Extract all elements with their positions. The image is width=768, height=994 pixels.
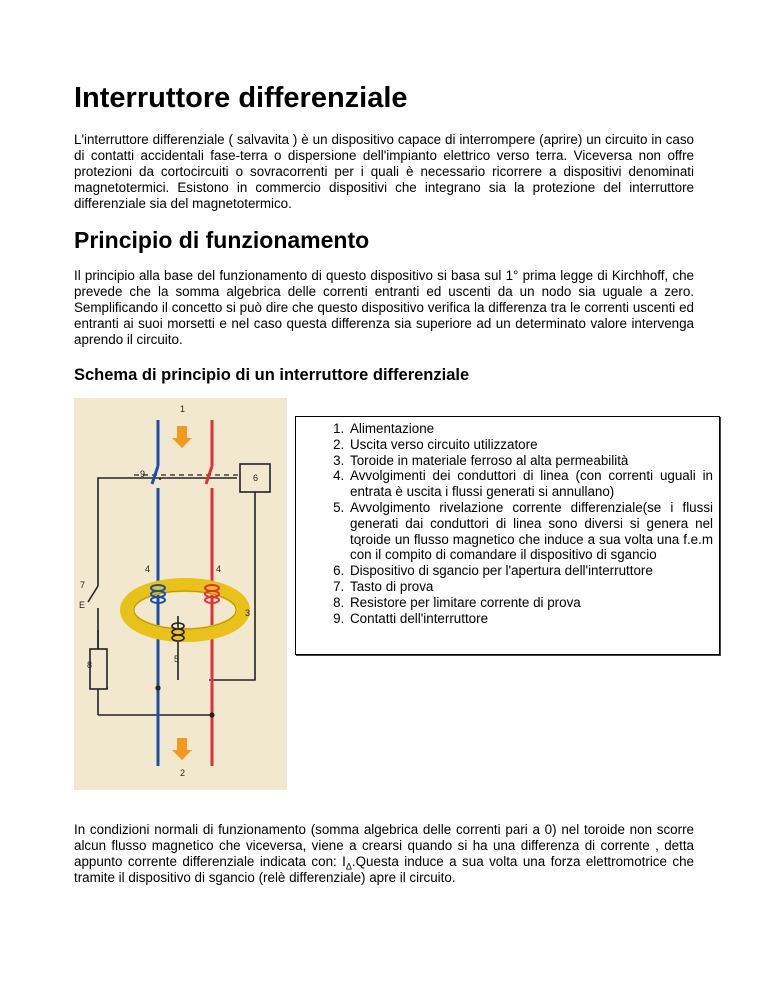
legend-item: 4. Avvolgimenti dei conduttori di linea (con correnti uguali in entrata è uscita i flussi generati si annullano)	[348, 468, 713, 500]
label-2: 2	[180, 768, 186, 778]
label-e: E	[79, 600, 86, 610]
label-3: 3	[245, 608, 251, 618]
label-1: 1	[180, 404, 186, 414]
label-6: 6	[253, 473, 259, 483]
section-title: Principio di funzionamento	[74, 227, 370, 253]
conclusion-text	[74, 822, 694, 886]
conclusion-paragraph	[74, 822, 694, 886]
legend-item: 2. Uscita verso circuito utilizzatore	[348, 437, 713, 453]
legend-item: 6. Dispositivo di sgancio per l'apertura dell'interruttore	[348, 563, 713, 579]
legend-item: 3. Toroide in materiale ferroso al alta permeabilità	[348, 453, 713, 469]
conclusion-text-a: In condizioni normali di funzionamento (somma algebrica delle correnti pari a 0) nel toroide non scorre alcun flusso magnetico che viceversa, viene a crearsi quando si ha una differenza di corrente , detta appunto corrente differenziale indicata con: I	[74, 822, 694, 869]
schematic-diagram	[74, 398, 287, 790]
schematic-svg	[74, 398, 287, 790]
label-5: 5	[174, 654, 180, 664]
legend-item: 7. Tasto di prova	[348, 579, 713, 595]
intro-paragraph	[74, 132, 694, 212]
legend-item: 5. Avvolgimento rivelazione corrente differenziale(se i flussi generati dai conduttori di linea sono diversi si genera nel toroide un flusso magnetico che induce a sua volta una f.e.m con il compito di comandare il dispositivo di sgancio	[348, 500, 713, 563]
delta-subscript: Δ	[345, 861, 352, 872]
junction-dot	[209, 712, 214, 717]
conclusion-text-b: .Questa induce a sua volta una forza elettromotrice che tramite il dispositivo di sgancio (relè differenziale) apre il circuito.	[74, 854, 694, 885]
legend-item: 1. Alimentazione	[348, 421, 713, 437]
intro-text: L'interruttore differenziale ( salvavita ) è un dispositivo capace di interrompere (aprire) un circuito in caso di contatti accidentali fase-terra o dispersione dell'impianto elettrico verso terra. Viceversa non offre protezioni da cortocircuiti o sovracorrenti per i quali è necessario ricorrere a dispositivi denominati magnetotermici. Esistono in commercio dispositivi che integrano sia la protezione del interruttore differenziale sia del magnetotermico.	[74, 132, 694, 211]
input-arrow-icon	[172, 426, 192, 448]
label-4a: 4	[145, 564, 151, 574]
page-title: Interruttore differenziale	[74, 82, 408, 114]
legend-item: 9. Contatti dell'interruttore	[348, 611, 713, 627]
label-7: 7	[80, 580, 86, 590]
toroid-inner-edge	[134, 591, 236, 629]
output-arrow-icon	[172, 738, 192, 760]
toroid	[127, 585, 243, 635]
junction-dot	[155, 685, 160, 690]
label-8: 8	[87, 660, 93, 670]
principle-paragraph	[74, 268, 694, 348]
legend-box	[295, 416, 720, 655]
legend-list	[296, 417, 719, 626]
test-button-wire	[88, 586, 98, 602]
principle-text: Il principio alla base del funzionamento di questo dispositivo si basa sul 1° prima legge di Kirchhoff, che prevede che la somma algebrica delle correnti entranti ed uscenti da un nodo sia uguale a zero. Semplificando il concetto si può dire che questo dispositivo verifica la differenza tra le correnti uscenti ed entranti ai suoi morsetti e nel caso questa differenza sia superiore ad un determinato valore intervenga aprendo il circuito.	[74, 268, 694, 347]
subsection-title: Schema di principio di un interruttore differenziale	[74, 366, 470, 384]
label-9: 9	[140, 469, 146, 479]
label-4b: 4	[216, 564, 222, 574]
resistor	[90, 649, 107, 689]
test-wire-top	[98, 478, 160, 586]
legend-item: 8. Resistore per limitare corrente di prova	[348, 595, 713, 611]
